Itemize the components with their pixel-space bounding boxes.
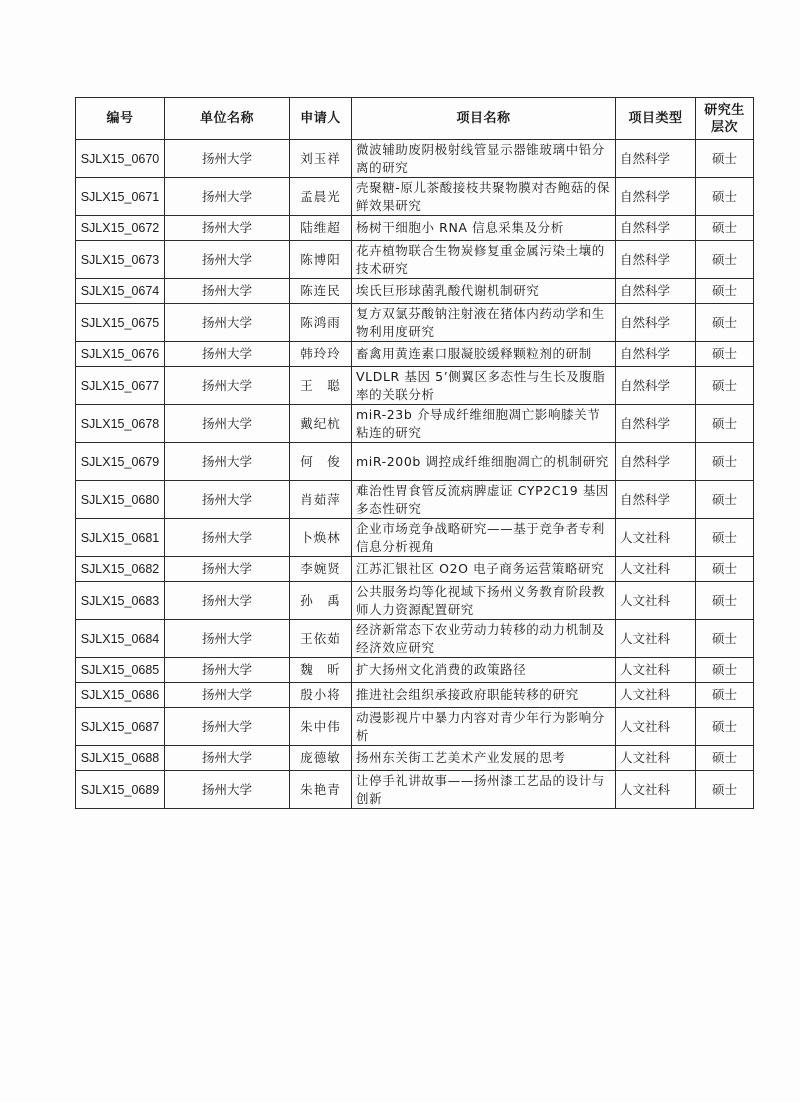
- cell-applicant: 庞德敏: [290, 746, 352, 771]
- cell-type: 自然科学: [616, 367, 696, 405]
- cell-applicant: 何 俊: [290, 443, 352, 481]
- cell-unit: 扬州大学: [165, 405, 290, 443]
- cell-unit: 扬州大学: [165, 443, 290, 481]
- cell-project: miR-23b 介导成纤维细胞凋亡影响膝关节粘连的研究: [352, 405, 616, 443]
- cell-id: SJLX15_0672: [76, 216, 165, 241]
- cell-level: 硕士: [696, 178, 754, 216]
- cell-level: 硕士: [696, 405, 754, 443]
- cell-level: 硕士: [696, 683, 754, 708]
- cell-unit: 扬州大学: [165, 582, 290, 620]
- cell-unit: 扬州大学: [165, 279, 290, 304]
- cell-unit: 扬州大学: [165, 304, 290, 342]
- cell-applicant: 刘玉祥: [290, 140, 352, 178]
- cell-project: 难治性胃食管反流病脾虚证 CYP2C19 基因多态性研究: [352, 481, 616, 519]
- cell-unit: 扬州大学: [165, 241, 290, 279]
- cell-id: SJLX15_0678: [76, 405, 165, 443]
- cell-type: 自然科学: [616, 405, 696, 443]
- cell-unit: 扬州大学: [165, 771, 290, 809]
- cell-unit: 扬州大学: [165, 367, 290, 405]
- cell-id: SJLX15_0689: [76, 771, 165, 809]
- cell-type: 人文社科: [616, 746, 696, 771]
- cell-level: 硕士: [696, 557, 754, 582]
- cell-applicant: 孙 禹: [290, 582, 352, 620]
- table-row: [76, 771, 754, 809]
- cell-type: 人文社科: [616, 658, 696, 683]
- cell-project: 微波辅助废阴极射线管显示器锥玻璃中铅分离的研究: [352, 140, 616, 178]
- header-level: 研究生层次: [696, 98, 754, 140]
- cell-type: 自然科学: [616, 481, 696, 519]
- cell-project: 畜禽用黄连素口服凝胶缓释颗粒剂的研制: [352, 342, 616, 367]
- cell-id: SJLX15_0670: [76, 140, 165, 178]
- table-row: [76, 279, 754, 304]
- cell-level: 硕士: [696, 140, 754, 178]
- cell-applicant: 韩玲玲: [290, 342, 352, 367]
- table-row: [76, 620, 754, 658]
- cell-level: 硕士: [696, 746, 754, 771]
- cell-type: 自然科学: [616, 178, 696, 216]
- cell-applicant: 朱艳青: [290, 771, 352, 809]
- table-row: [76, 481, 754, 519]
- table-header-row: [76, 98, 754, 140]
- cell-applicant: 肖茹萍: [290, 481, 352, 519]
- cell-id: SJLX15_0684: [76, 620, 165, 658]
- project-table: [75, 97, 754, 809]
- cell-type: 自然科学: [616, 279, 696, 304]
- cell-level: 硕士: [696, 481, 754, 519]
- cell-project: 壳聚糖-原儿茶酸接枝共聚物膜对杏鲍菇的保鲜效果研究: [352, 178, 616, 216]
- cell-applicant: 陈连民: [290, 279, 352, 304]
- cell-id: SJLX15_0674: [76, 279, 165, 304]
- cell-level: 硕士: [696, 582, 754, 620]
- cell-id: SJLX15_0671: [76, 178, 165, 216]
- table-row: [76, 178, 754, 216]
- cell-unit: 扬州大学: [165, 216, 290, 241]
- cell-unit: 扬州大学: [165, 746, 290, 771]
- header-project: 项目名称: [352, 98, 616, 140]
- header-id: 编号: [76, 98, 165, 140]
- cell-project: VLDLR 基因 5’侧翼区多态性与生长及腹脂率的关联分析: [352, 367, 616, 405]
- table-row: [76, 582, 754, 620]
- cell-id: SJLX15_0679: [76, 443, 165, 481]
- cell-applicant: 卜焕林: [290, 519, 352, 557]
- cell-level: 硕士: [696, 443, 754, 481]
- cell-id: SJLX15_0685: [76, 658, 165, 683]
- cell-level: 硕士: [696, 708, 754, 746]
- cell-id: SJLX15_0683: [76, 582, 165, 620]
- cell-id: SJLX15_0686: [76, 683, 165, 708]
- cell-unit: 扬州大学: [165, 519, 290, 557]
- header-type: 项目类型: [616, 98, 696, 140]
- cell-type: 人文社科: [616, 771, 696, 809]
- cell-type: 人文社科: [616, 708, 696, 746]
- table-row: [76, 140, 754, 178]
- cell-id: SJLX15_0687: [76, 708, 165, 746]
- cell-project: 让停手礼讲故事——扬州漆工艺品的设计与创新: [352, 771, 616, 809]
- header-unit: 单位名称: [165, 98, 290, 140]
- cell-project: 扬州东关街工艺美术产业发展的思考: [352, 746, 616, 771]
- cell-unit: 扬州大学: [165, 481, 290, 519]
- cell-id: SJLX15_0680: [76, 481, 165, 519]
- cell-unit: 扬州大学: [165, 140, 290, 178]
- table-row: [76, 658, 754, 683]
- cell-applicant: 孟晨光: [290, 178, 352, 216]
- cell-type: 人文社科: [616, 582, 696, 620]
- cell-id: SJLX15_0676: [76, 342, 165, 367]
- cell-id: SJLX15_0682: [76, 557, 165, 582]
- table-row: [76, 443, 754, 481]
- cell-level: 硕士: [696, 367, 754, 405]
- cell-id: SJLX15_0681: [76, 519, 165, 557]
- cell-level: 硕士: [696, 279, 754, 304]
- cell-level: 硕士: [696, 241, 754, 279]
- cell-applicant: 殷小将: [290, 683, 352, 708]
- cell-applicant: 魏 昕: [290, 658, 352, 683]
- cell-applicant: 王依茹: [290, 620, 352, 658]
- cell-project: 杨树干细胞小 RNA 信息采集及分析: [352, 216, 616, 241]
- cell-applicant: 朱中伟: [290, 708, 352, 746]
- cell-applicant: 陈鸿雨: [290, 304, 352, 342]
- cell-applicant: 王 聪: [290, 367, 352, 405]
- cell-project: 复方双氯芬酸钠注射液在猪体内药动学和生物利用度研究: [352, 304, 616, 342]
- cell-project: 埃氏巨形球菌乳酸代谢机制研究: [352, 279, 616, 304]
- cell-unit: 扬州大学: [165, 178, 290, 216]
- cell-type: 人文社科: [616, 620, 696, 658]
- cell-id: SJLX15_0688: [76, 746, 165, 771]
- table-row: [76, 304, 754, 342]
- cell-applicant: 陆维超: [290, 216, 352, 241]
- cell-type: 人文社科: [616, 557, 696, 582]
- table-row: [76, 683, 754, 708]
- cell-unit: 扬州大学: [165, 620, 290, 658]
- cell-type: 自然科学: [616, 342, 696, 367]
- cell-level: 硕士: [696, 658, 754, 683]
- cell-project: 江苏汇银社区 O2O 电子商务运营策略研究: [352, 557, 616, 582]
- cell-type: 人文社科: [616, 683, 696, 708]
- cell-unit: 扬州大学: [165, 708, 290, 746]
- cell-project: 公共服务均等化视域下扬州义务教育阶段教师人力资源配置研究: [352, 582, 616, 620]
- cell-applicant: 戴纪杭: [290, 405, 352, 443]
- cell-level: 硕士: [696, 771, 754, 809]
- cell-project: 花卉植物联合生物炭修复重金属污染土壤的技术研究: [352, 241, 616, 279]
- cell-project: 推进社会组织承接政府职能转移的研究: [352, 683, 616, 708]
- cell-id: SJLX15_0675: [76, 304, 165, 342]
- cell-level: 硕士: [696, 620, 754, 658]
- cell-id: SJLX15_0677: [76, 367, 165, 405]
- table-row: [76, 708, 754, 746]
- table-row: [76, 241, 754, 279]
- cell-type: 人文社科: [616, 519, 696, 557]
- cell-type: 自然科学: [616, 443, 696, 481]
- cell-project: miR-200b 调控成纤维细胞凋亡的机制研究: [352, 443, 616, 481]
- table-row: [76, 367, 754, 405]
- cell-unit: 扬州大学: [165, 557, 290, 582]
- header-applicant: 申请人: [290, 98, 352, 140]
- cell-level: 硕士: [696, 342, 754, 367]
- cell-project: 经济新常态下农业劳动力转移的动力机制及经济效应研究: [352, 620, 616, 658]
- table-row: [76, 557, 754, 582]
- cell-project: 动漫影视片中暴力内容对青少年行为影响分析: [352, 708, 616, 746]
- table-row: [76, 746, 754, 771]
- cell-type: 自然科学: [616, 140, 696, 178]
- table-row: [76, 342, 754, 367]
- cell-unit: 扬州大学: [165, 342, 290, 367]
- cell-level: 硕士: [696, 216, 754, 241]
- cell-type: 自然科学: [616, 216, 696, 241]
- cell-unit: 扬州大学: [165, 683, 290, 708]
- cell-type: 自然科学: [616, 241, 696, 279]
- cell-type: 自然科学: [616, 304, 696, 342]
- cell-applicant: 陈博阳: [290, 241, 352, 279]
- cell-project: 扩大扬州文化消费的政策路径: [352, 658, 616, 683]
- cell-unit: 扬州大学: [165, 658, 290, 683]
- table-row: [76, 405, 754, 443]
- cell-applicant: 李婉贤: [290, 557, 352, 582]
- cell-level: 硕士: [696, 304, 754, 342]
- table-row: [76, 216, 754, 241]
- cell-project: 企业市场竞争战略研究——基于竞争者专利信息分析视角: [352, 519, 616, 557]
- table-row: [76, 519, 754, 557]
- cell-id: SJLX15_0673: [76, 241, 165, 279]
- cell-level: 硕士: [696, 519, 754, 557]
